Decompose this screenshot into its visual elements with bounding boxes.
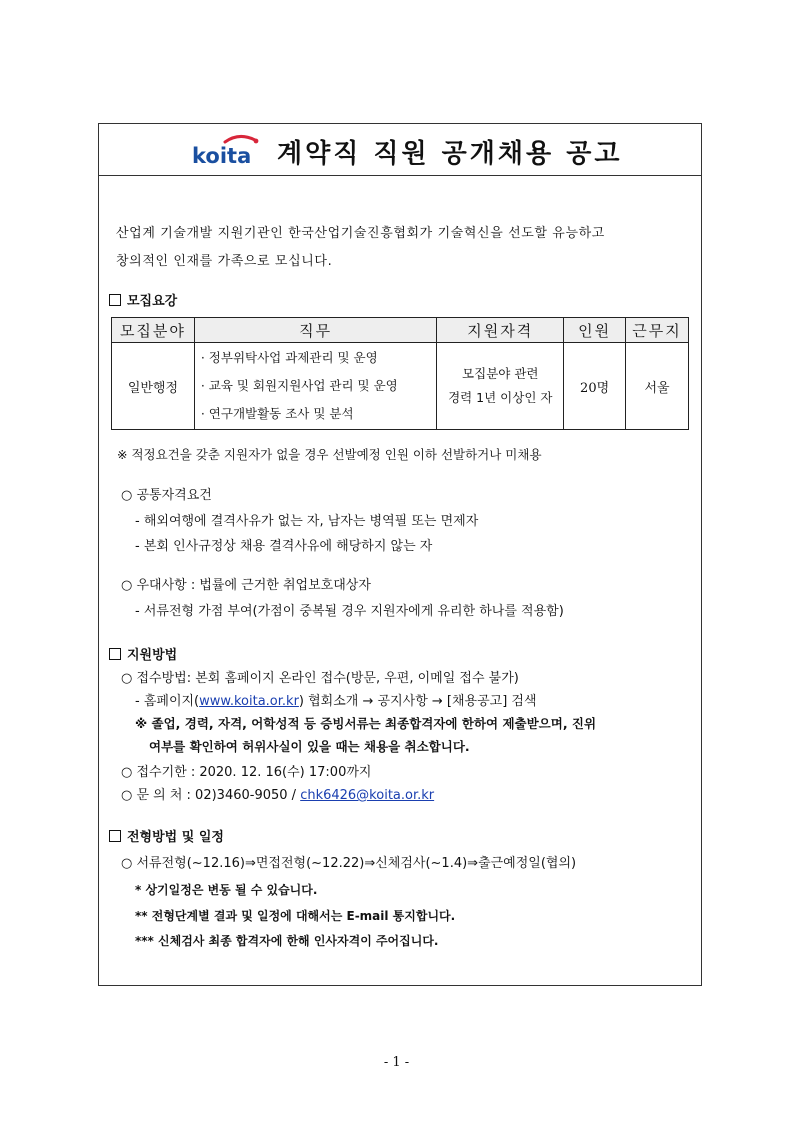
process-note: ** 전형단계별 결과 및 일정에 대해서는 E-mail 통지합니다. — [135, 909, 456, 923]
apply-deadline: ○ 접수기한 : 2020. 12. 16(수) 17:00까지 — [121, 765, 372, 780]
qualification-line-1: 모집분야 관련 — [462, 366, 539, 381]
checkbox-square-icon — [109, 294, 121, 306]
preference-title: ○ 우대사항 : 법률에 근거한 취업보호대상자 — [121, 578, 371, 593]
table-row — [112, 343, 689, 430]
header-field: 모집분야 — [112, 318, 195, 343]
checkbox-square-icon — [109, 830, 121, 842]
document-warning-line-1: ※ 졸업, 경력, 자격, 어학성적 등 증빙서류는 최종합격자에 한하여 제출받으며, 진위 — [135, 716, 597, 731]
page-title: 계약직 직원 공개채용 공고 — [277, 139, 623, 169]
document-warning-line-2: 여부를 확인하여 허위사실이 있을 때는 채용을 취소합니다. — [149, 739, 470, 754]
duty-item: · 연구개발활동 조사 및 분석 — [200, 406, 354, 421]
intro-line-1: 산업계 기술개발 지원기관인 한국산업기술진흥협회가 기술혁신을 선도할 유능하고 — [116, 226, 605, 241]
cell-qualification — [437, 343, 564, 430]
process-steps: ○ 서류전형(~12.16)⇒면접전형(~12.22)⇒신체검사(~1.4)⇒출근예정일(협의) — [121, 856, 577, 871]
title-row — [99, 124, 701, 176]
qualification-line-2: 경력 1년 이상인 자 — [448, 390, 553, 405]
header-duty: 직무 — [194, 318, 437, 343]
selection-note: ※ 적정요건을 갖춘 지원자가 없을 경우 선발예정 인원 이하 선발하거나 미채용 — [117, 447, 542, 462]
page-number: - 1 - — [383, 1055, 410, 1070]
header-location: 근무지 — [626, 318, 689, 343]
announcement-frame — [98, 123, 702, 986]
process-note: *** 신체검사 최종 합격자에 한해 인사자격이 주어집니다. — [135, 934, 439, 948]
header-qualification: 지원자격 — [437, 318, 564, 343]
logo-text: koita — [192, 144, 252, 167]
preference-item: - 서류전형 가점 부여(가점이 중복될 경우 지원자에게 유리한 하나를 적용함) — [135, 604, 564, 619]
contact-line: ○ 문 의 처 : 02)3460-9050 / chk6426@koita.or.kr — [121, 788, 435, 803]
checkbox-square-icon — [109, 648, 121, 660]
table-header-row — [112, 318, 689, 343]
header-headcount: 인원 — [564, 318, 626, 343]
homepage-link[interactable]: www.koita.or.kr — [199, 694, 299, 709]
koita-logo — [191, 133, 265, 167]
duty-item: · 교육 및 회원지원사업 관리 및 운영 — [200, 378, 398, 393]
contact-email-link[interactable]: chk6426@koita.or.kr — [300, 788, 435, 803]
cell-location: 서울 — [626, 343, 689, 430]
process-note: * 상기일정은 변동 될 수 있습니다. — [135, 883, 318, 897]
common-requirements-title: ○ 공통자격요건 — [121, 488, 212, 503]
section-recruit-title: 모집요강 — [109, 290, 177, 309]
common-requirement-item: - 본회 인사규정상 채용 결격사유에 해당하지 않는 자 — [135, 539, 433, 554]
apply-method: ○ 접수방법: 본회 홈페이지 온라인 접수(방문, 우편, 이메일 접수 불가) — [121, 671, 519, 686]
intro-line-2: 창의적인 인재를 가족으로 모십니다. — [116, 254, 333, 269]
section-apply-title: 지원방법 — [109, 644, 177, 663]
cell-headcount: 20명 — [564, 343, 626, 430]
common-requirement-item: - 해외여행에 결격사유가 없는 자, 남자는 병역필 또는 면제자 — [135, 514, 479, 529]
duty-item: · 정부위탁사업 과제관리 및 운영 — [200, 350, 378, 365]
homepage-line: - 홈페이지(www.koita.or.kr) 협회소개 → 공지사항 → [채용공고] 검색 — [135, 694, 537, 709]
cell-duties — [194, 343, 437, 430]
section-process-title: 전형방법 및 일정 — [109, 826, 224, 845]
recruit-table — [111, 317, 689, 430]
cell-field: 일반행정 — [112, 343, 195, 430]
